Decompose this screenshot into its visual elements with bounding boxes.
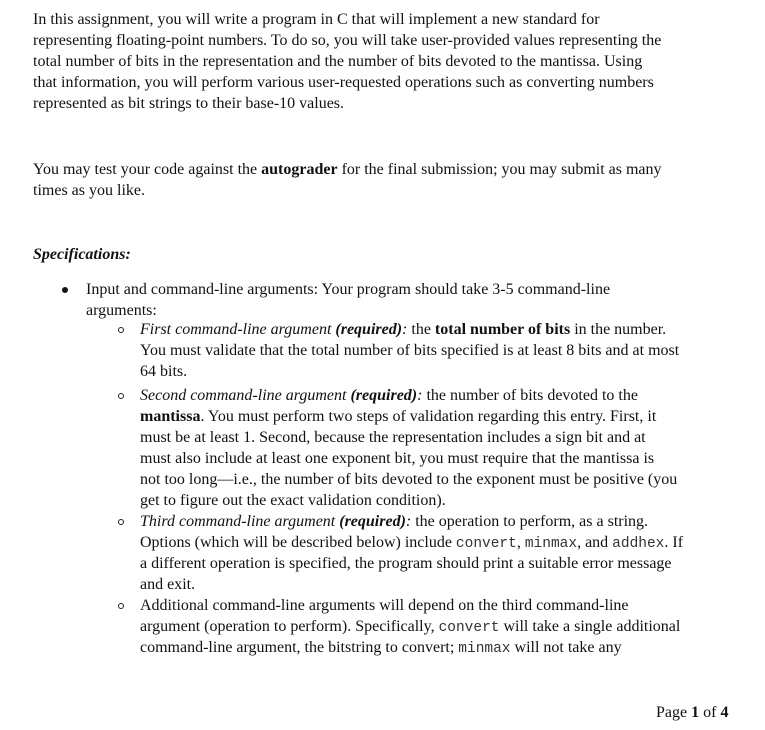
subbullet-2 (140, 385, 677, 511)
text-line (140, 427, 677, 448)
bullet-circle-icon (118, 519, 124, 525)
text-line (33, 244, 131, 265)
inline-code: addhex (612, 536, 665, 552)
text-line (33, 51, 661, 72)
text-line (33, 9, 661, 30)
heading-specifications (33, 244, 131, 265)
text-line (33, 180, 662, 201)
text-run: , (516, 534, 525, 551)
text-line (140, 361, 679, 382)
emphasized-text: 4 (720, 704, 729, 721)
text-run: You must validate that the total number of bits specified is at least 8 bits and at most (140, 342, 680, 359)
text-line (140, 340, 679, 361)
emphasized-text: (required) (335, 321, 403, 338)
text-run: command-line argument, the bitstring to convert; (140, 639, 459, 656)
text-line (140, 637, 680, 658)
subbullet-1 (140, 319, 679, 382)
text-run: times as you like. (33, 182, 145, 199)
emphasized-text: Specifications: (33, 246, 131, 263)
inline-code: minmax (458, 641, 511, 657)
emphasized-text: First command-line argument (140, 321, 336, 338)
text-run: of (699, 704, 721, 721)
text-run: a different operation is specified, the program should print a suitable error message (140, 555, 672, 572)
text-run: total number of bits in the representation and the number of bits devoted to the mantissa. Using (33, 53, 643, 70)
emphasized-text: (required) (350, 387, 418, 404)
text-line (140, 595, 680, 616)
text-run: Input and command-line arguments: Your program should take 3-5 command-line (86, 281, 611, 298)
text-line (33, 159, 662, 180)
text-run: Options (which will be described below) include (140, 534, 456, 551)
emphasized-text: Second command-line argument (140, 387, 351, 404)
text-line (656, 702, 728, 723)
emphasized-text: (required) (339, 513, 406, 530)
text-line (140, 385, 677, 406)
para-intro (33, 9, 661, 114)
text-line (86, 279, 610, 300)
text-run: will take a single additional (499, 618, 681, 635)
para-autograder (33, 159, 662, 201)
text-line (33, 93, 661, 114)
text-line (140, 553, 683, 574)
text-run: representing floating-point numbers. To do so, you will take user-provided values representing the (33, 32, 662, 49)
bullet-circle-icon (118, 393, 124, 399)
inline-code: minmax (524, 536, 578, 552)
text-line (86, 300, 610, 321)
text-run: 64 bits. (140, 363, 188, 380)
text-run: will not take any (510, 639, 622, 656)
text-run: represented as bit strings to their base-10 values. (33, 95, 345, 112)
bullet-dot-icon (62, 287, 68, 293)
text-run: . If (664, 534, 684, 551)
text-line (140, 406, 677, 427)
subbullet-3 (140, 511, 683, 595)
text-run: must also include at least one exponent bit, you must require that the mantissa is (140, 450, 655, 467)
emphasized-text: total number of bits (434, 321, 571, 338)
text-run: You may test your code against the (33, 161, 262, 178)
text-run: and exit. (140, 576, 196, 593)
inline-code: convert (455, 536, 517, 552)
text-run: In this assignment, you will write a program in C that will implement a new standard for (33, 11, 600, 28)
text-line (140, 469, 677, 490)
text-run: . You must perform two steps of validation regarding this entry. First, it (200, 408, 657, 425)
text-run: for the final submission; you may submit as many (337, 161, 662, 178)
subbullet-4 (140, 595, 680, 658)
text-line (33, 72, 661, 93)
bullet-circle-icon (118, 327, 124, 333)
text-line (140, 448, 677, 469)
text-run: , and (577, 534, 613, 551)
page-footer (656, 702, 728, 723)
text-run: get to figure out the exact validation condition). (140, 492, 446, 509)
text-run: not too long—i.e., the number of bits devoted to the exponent must be positive (you (140, 471, 678, 488)
bullet-circle-icon (118, 603, 124, 609)
emphasized-text: : (402, 321, 408, 338)
text-run: argument (operation to perform). Specifically, (140, 618, 439, 635)
text-line (140, 319, 679, 340)
text-line (140, 574, 683, 595)
emphasized-text: 1 (691, 704, 700, 721)
text-run: the number of bits devoted to the (422, 387, 638, 404)
emphasized-text: : (405, 513, 412, 530)
bullet-input-args (86, 279, 610, 321)
emphasized-text: mantissa (140, 408, 201, 425)
text-run: must be at least 1. Second, because the representation includes a sign bit and at (140, 429, 646, 446)
emphasized-text: Third command-line argument (140, 513, 340, 530)
text-line (140, 490, 677, 511)
text-run: arguments: (86, 302, 157, 319)
emphasized-text: autograder (261, 161, 338, 178)
inline-code: convert (438, 620, 500, 636)
text-line (140, 511, 683, 532)
text-run: in the number. (570, 321, 667, 338)
text-run: the operation to perform, as a string. (411, 513, 649, 530)
text-run: the (407, 321, 435, 338)
text-line (140, 532, 683, 553)
text-line (140, 616, 680, 637)
text-run: that information, you will perform various user-requested operations such as converting numbers (33, 74, 654, 91)
text-run: Page (656, 704, 692, 721)
emphasized-text: : (417, 387, 423, 404)
text-run: Additional command-line arguments will depend on the third command-line (140, 597, 629, 614)
text-line (33, 30, 661, 51)
